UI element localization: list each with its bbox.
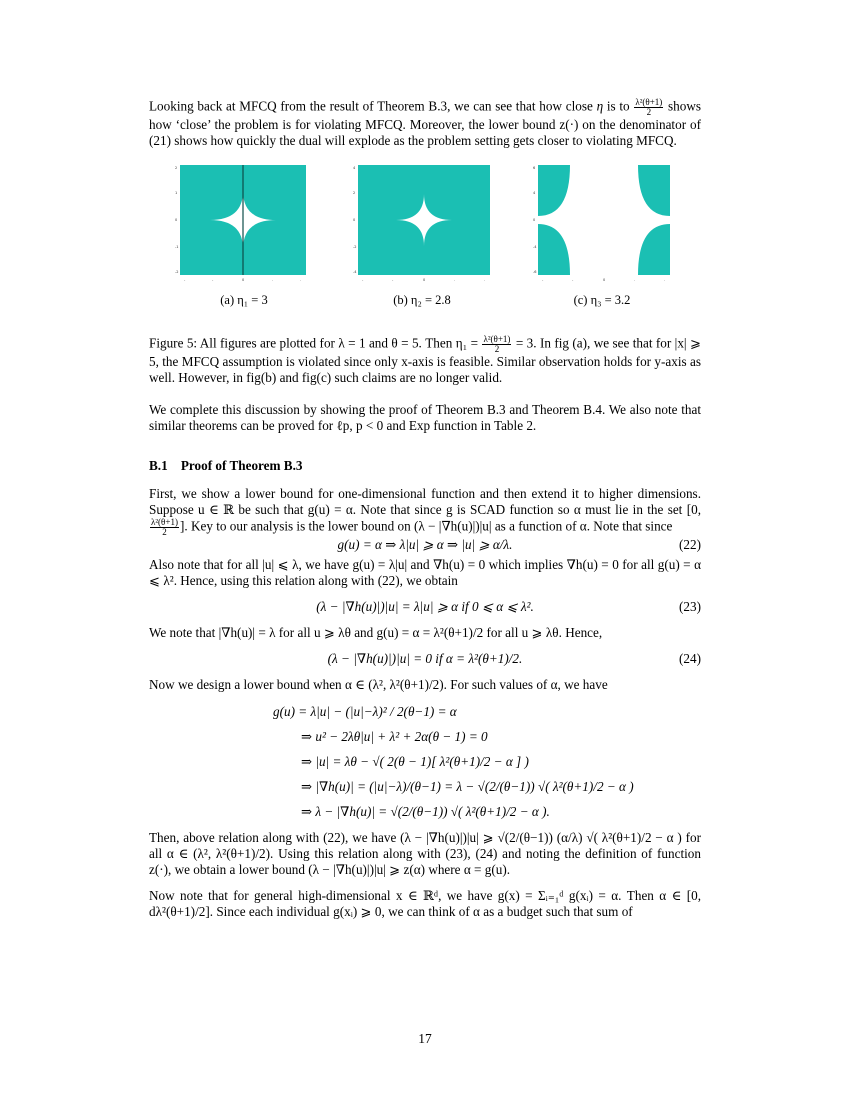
para1-text: First, we show a lower bound for one-dimensional function and then extend it to higher dimensions. Suppose u ∈ ℝ be such that g(u) = α. Note that since g is SCAD function so α must lie in the set bbox=[149, 486, 701, 517]
svg-text:-2: -2 bbox=[175, 270, 179, 274]
equation-23-number: (23) bbox=[679, 599, 701, 614]
subcaption-c: (c) η₃ = 3.2 bbox=[573, 293, 631, 307]
svg-text:.: . bbox=[664, 278, 666, 282]
equation-24 bbox=[149, 651, 701, 671]
intro-paragraph bbox=[149, 98, 701, 149]
section-number: B.1 bbox=[149, 458, 168, 473]
svg-text:.: . bbox=[272, 278, 274, 282]
svg-text:4: 4 bbox=[353, 166, 356, 170]
svg-text:6: 6 bbox=[533, 166, 536, 170]
equation-24-body: (λ − |∇h(u)|)|u| = 0 if α = λ²(θ+1)/2. bbox=[327, 651, 523, 666]
svg-text:-: - bbox=[362, 278, 364, 282]
svg-text:-2: -2 bbox=[353, 245, 357, 249]
equation-22-body: g(u) = α ⇒ λ|u| ⩾ α ⇒ |u| ⩾ α/λ. bbox=[337, 537, 513, 552]
subcaption-b: (b) η₂ = 2.8 bbox=[393, 293, 451, 307]
paragraph-3: We note that |∇h(u)| = λ for all u ⩾ λθ and g(u) = α = λ²(θ+1)/2 for all u ⩾ λθ. Hence, bbox=[149, 625, 603, 640]
intro-frac-num: λ²(θ+1) bbox=[635, 97, 663, 107]
svg-text:0: 0 bbox=[603, 278, 606, 282]
para1-frac-num: λ²(θ+1) bbox=[151, 517, 178, 527]
paragraph-complete: We complete this discussion by showing the proof of Theorem B.3 and Theorem B.4. We also note that similar theorems can be proved for ℓp, p < 0 and Exp function in Table 2. bbox=[149, 402, 701, 433]
section-heading bbox=[149, 458, 701, 474]
svg-text:-: - bbox=[572, 278, 574, 282]
intro-text-b: is to bbox=[603, 98, 634, 114]
caption-frac-num: λ²(θ+1) bbox=[483, 334, 511, 344]
derivation-line-5: ⇒ λ − |∇h(u)| = √(2/(θ−1)) √( λ²(θ+1)/2 − α ). bbox=[301, 804, 550, 819]
svg-text:-1: -1 bbox=[175, 245, 179, 249]
equation-23-body: (λ − |∇h(u)|)|u| = λ|u| ⩾ α if 0 ⩽ α ⩽ λ². bbox=[316, 599, 534, 614]
para1-set-open: [0, bbox=[686, 502, 701, 517]
intro-text-a: Looking back at MFCQ from the result of Theorem B.3, we can see that how close bbox=[149, 98, 597, 114]
svg-text:-: - bbox=[212, 278, 214, 282]
derivation-line-3: ⇒ |u| = λθ − √( 2(θ − 1)[ λ²(θ+1)/2 − α ] ) bbox=[301, 754, 529, 769]
equation-24-number: (24) bbox=[679, 651, 701, 666]
svg-text:-6: -6 bbox=[533, 270, 537, 274]
svg-text:-: - bbox=[184, 278, 186, 282]
caption-fraction bbox=[482, 335, 511, 354]
subfigure-c-plot bbox=[532, 161, 672, 287]
paragraph-4: Now we design a lower bound when α ∈ (λ², λ²(θ+1)/2). For such values of α, we have bbox=[149, 677, 608, 692]
svg-text:.: . bbox=[300, 278, 302, 282]
svg-text:0: 0 bbox=[242, 278, 245, 282]
derivation-line-4: ⇒ |∇h(u)| = (|u|−λ)/(θ−1) = λ − √(2/(θ−1)) √( λ²(θ+1)/2 − α ) bbox=[301, 779, 634, 794]
subfigure-b bbox=[352, 161, 492, 307]
equation-22-number: (22) bbox=[679, 537, 701, 552]
derivation-line-1: g(u) = λ|u| − (|u|−λ)² / 2(θ−1) = α bbox=[273, 704, 457, 719]
svg-text:2: 2 bbox=[175, 166, 178, 170]
svg-text:.: . bbox=[454, 278, 456, 282]
paragraph-6: Now note that for general high-dimensional x ∈ ℝᵈ, we have g(x) = Σᵢ₌₁ᵈ g(xᵢ) = α. Then α ∈ [0, dλ²(θ+1)/2]. Since each individual g(xᵢ) ⩾ 0, we can think of α as a budget such that sum of bbox=[149, 888, 701, 919]
intro-frac-den: 2 bbox=[646, 107, 652, 117]
svg-text:.: . bbox=[484, 278, 486, 282]
para1-fraction bbox=[150, 518, 179, 537]
subfigure-c bbox=[532, 161, 672, 307]
section-title: Proof of Theorem B.3 bbox=[180, 458, 303, 473]
equation-22 bbox=[149, 537, 701, 557]
subcaption-a: (a) η₁ = 3 bbox=[220, 293, 268, 307]
paragraph-5: Then, above relation along with (22), we have (λ − |∇h(u)|)|u| ⩾ √(2/(θ−1)) (α/λ) √( λ²(θ+1)/2 − α ) for all α ∈ (λ², λ²(θ+1)/2). Using this relation along with (23), (24) and noting the definition of function z(·), we obtain a lower bound (λ − |∇h(u)|)|u| ⩾ z(α) where α = g(u). bbox=[149, 830, 701, 877]
intro-fraction bbox=[634, 98, 663, 117]
paragraph-1 bbox=[149, 486, 701, 537]
page-number: 17 bbox=[418, 1031, 432, 1046]
eta-symbol: η bbox=[596, 98, 604, 114]
svg-text:0: 0 bbox=[353, 218, 356, 222]
caption-frac-den: 2 bbox=[494, 344, 500, 354]
page-body bbox=[149, 98, 701, 920]
subfigure-a bbox=[174, 161, 314, 307]
svg-text:0: 0 bbox=[423, 278, 426, 282]
derivation-line-2: ⇒ u² − 2λθ|u| + λ² + 2α(θ − 1) = 0 bbox=[301, 729, 488, 744]
caption-text-b: = 3. In fig (a), we see that for |x| ⩾ 5, the MFCQ assumption is violated since only x-axis is feasible. Similar observation holds for y-axis as well. However, in fig(b) and fig(c) such claims are no longer valid. bbox=[149, 335, 702, 385]
figure-5 bbox=[149, 161, 701, 331]
figure-caption bbox=[149, 335, 701, 386]
svg-text:2: 2 bbox=[353, 191, 356, 195]
svg-text:0: 0 bbox=[533, 218, 536, 222]
svg-text:1: 1 bbox=[175, 191, 178, 195]
subfigure-a-plot bbox=[174, 161, 308, 287]
svg-text:-: - bbox=[392, 278, 394, 282]
svg-text:.: . bbox=[634, 278, 636, 282]
svg-text:-4: -4 bbox=[353, 270, 357, 274]
para1-text2: ]. Key to our analysis is the lower bound on (λ − |∇h(u)|)|u| as a function of α. Note that since bbox=[179, 518, 673, 534]
equation-23 bbox=[149, 599, 701, 619]
para1-frac-den: 2 bbox=[162, 527, 167, 537]
caption-text-a: Figure 5: All figures are plotted for λ = 1 and θ = 5. Then η₁ = bbox=[149, 335, 482, 351]
svg-text:4: 4 bbox=[533, 191, 536, 195]
paragraph-2: Also note that for all |u| ⩽ λ, we have g(u) = λ|u| and ∇h(u) = 0 which implies ∇h(u) = 0 for all g(u) = α ⩽ λ². Hence, using this relation along with (22), we obtain bbox=[149, 557, 701, 588]
svg-text:0: 0 bbox=[175, 218, 178, 222]
plot-c-vertical-gap bbox=[601, 165, 607, 275]
svg-text:-: - bbox=[542, 278, 544, 282]
svg-text:-4: -4 bbox=[533, 245, 537, 249]
derivation-block bbox=[273, 699, 701, 824]
subfigure-b-plot bbox=[352, 161, 492, 287]
intro-text-rest: shows how ‘close’ the problem is for violating MFCQ. Moreover, the lower bound z(·) on the denominator of (21) shows how quickly the dual will explode as the problem setting gets closer to violating MFCQ. bbox=[149, 98, 702, 148]
